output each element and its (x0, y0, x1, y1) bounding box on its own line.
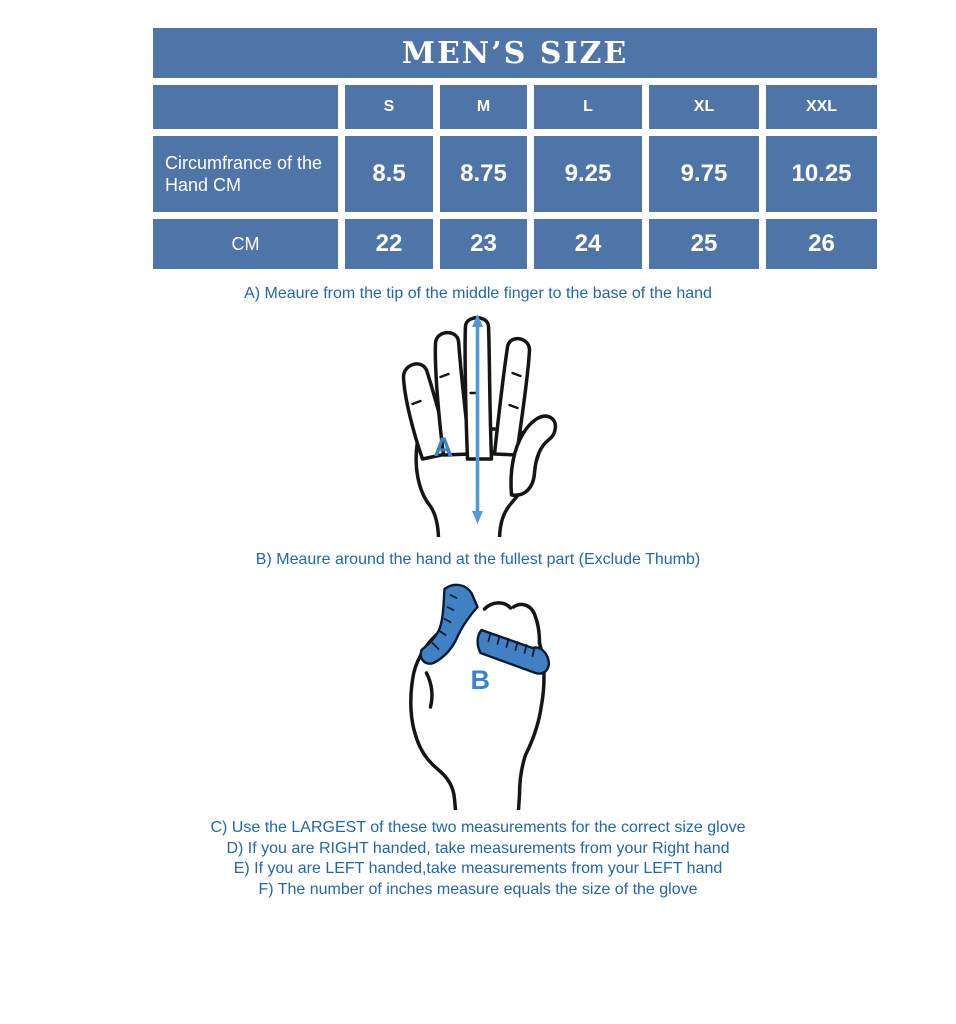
cm-value-xl: 25 (649, 219, 759, 269)
size-col-header-xxl: XXL (766, 85, 877, 129)
cm-value-m: 23 (440, 219, 527, 269)
size-col-header-m: M (440, 85, 527, 129)
size-col-header-xl: XL (649, 85, 759, 129)
cm-value-s: 22 (345, 219, 433, 269)
table-title: MEN’S SIZE (153, 28, 877, 78)
instruction-b: B) Meaure around the hand at the fullest part (Exclude Thumb) (255, 551, 701, 568)
diagram-label-b: B (470, 665, 490, 695)
row-label-cm: CM (153, 219, 338, 269)
hand-circumference-diagram (396, 575, 561, 810)
table-corner-cell (153, 85, 338, 129)
cm-value-l: 24 (534, 219, 642, 269)
circumference-value-m: 8.75 (440, 136, 527, 212)
instruction-a: A) Meaure from the tip of the middle finger to the base of the hand (244, 285, 712, 302)
cm-value-xxl: 26 (766, 219, 877, 269)
size-col-header-s: S (345, 85, 433, 129)
instruction-f: F) The number of inches measure equals the size of the glove (258, 880, 698, 898)
tape-fold-segment (420, 585, 477, 664)
circumference-value-xl: 9.75 (649, 136, 759, 212)
hand-length-diagram (391, 309, 566, 537)
instruction-e: E) If you are LEFT handed,take measurements from your LEFT hand (233, 860, 723, 877)
diagram-label-a: A (433, 432, 453, 462)
row-label-circumference: Circumfrance of the Hand CM (153, 136, 338, 212)
circumference-value-l: 9.25 (534, 136, 642, 212)
circumference-value-xxl: 10.25 (766, 136, 877, 212)
instruction-d: D) If you are RIGHT handed, take measurements from your Right hand (226, 839, 730, 857)
tape-measure (420, 585, 548, 674)
size-col-header-l: L (534, 85, 642, 129)
circumference-value-s: 8.5 (345, 136, 433, 212)
thumb-crease (426, 673, 431, 707)
instruction-c: C) Use the LARGEST of these two measurements for the correct size glove (210, 819, 746, 836)
bottom-instructions (0, 818, 956, 900)
mens-size-table (153, 28, 877, 269)
